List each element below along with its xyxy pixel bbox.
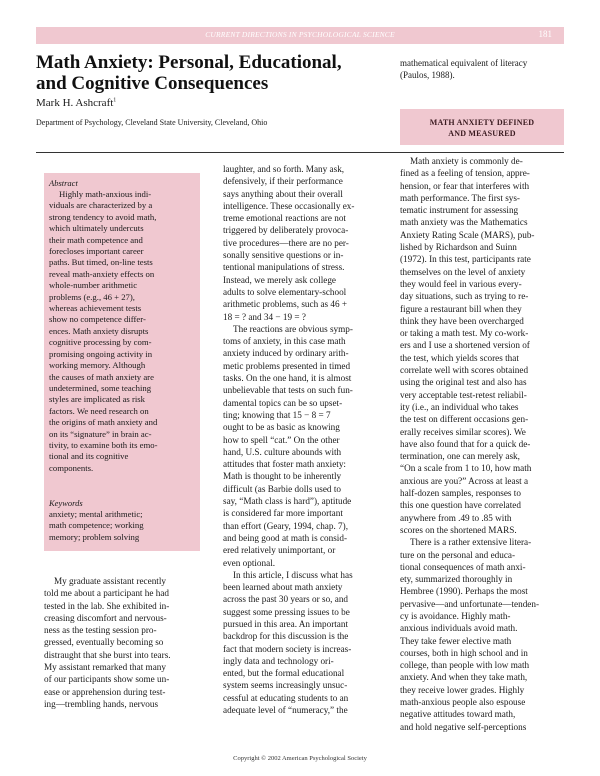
body-line: Instead, we merely ask college xyxy=(223,274,337,285)
body-line: negative attitudes toward math, xyxy=(400,709,516,720)
body-line: anywhere from .49 to .85 with xyxy=(400,512,512,523)
author-footnote-marker: 1 xyxy=(113,97,117,104)
body-line: There is a rather extensive litera- xyxy=(410,537,532,548)
body-line: attitudes that foster math anxiety: xyxy=(223,459,346,470)
body-line: Anxiety Rating Scale (MARS), pub- xyxy=(400,229,535,240)
body-line: backdrop for this discussion is the xyxy=(223,631,349,642)
section-heading-line: MATH ANXIETY DEFINED xyxy=(429,118,535,127)
page-number: 181 xyxy=(538,29,552,39)
body-line: ered relatively unimportant, or xyxy=(223,545,336,556)
body-line: half-dozen samples, responses to xyxy=(400,488,521,499)
author-text: Mark H. Ashcraft xyxy=(36,97,114,109)
body-line: how to spell “cat.” On the other xyxy=(223,434,340,445)
abstract-line: show no competence differ- xyxy=(49,314,146,325)
body-line: ness as the testing session pro- xyxy=(44,625,157,636)
body-line: ture on the personal and educa- xyxy=(400,549,516,560)
keyword-line: math competence; working xyxy=(49,520,144,531)
body-line: have also found that for a quick de- xyxy=(400,438,531,449)
abstract-line: paths. But timed, on-line tests xyxy=(49,257,153,268)
body-line: ting; knowing that 15 − 8 = 7 xyxy=(223,409,331,420)
body-line: ers and I use a shortened version of xyxy=(400,340,530,351)
body-line: pervasive—and unfortunate—tenden- xyxy=(400,598,540,609)
body-line: difficult (as Barbie dolls used to xyxy=(223,483,341,494)
body-line: ity (i.e., an individual who takes xyxy=(400,401,519,412)
abstract-line: promising ongoing activity in xyxy=(49,348,153,359)
body-line: figure a restaurant bill when they xyxy=(400,303,522,314)
body-line: hand, U.S. culture abounds with xyxy=(223,446,342,457)
abstract-line: styles are implicated as risk xyxy=(49,394,146,405)
abstract-line: tivity, to examine both its emo- xyxy=(49,439,158,450)
abstract-line: cognitive processing by com- xyxy=(49,337,152,348)
abstract-line: whole-number arithmetic xyxy=(49,280,138,291)
body-line: 18 = ? and 34 − 19 = ? xyxy=(223,311,306,322)
abstract-line: problems (e.g., 46 + 27), xyxy=(49,291,135,302)
title-line: and Cognitive Consequences xyxy=(36,73,269,94)
body-line: termination, one can merely ask, xyxy=(400,451,520,462)
body-line: tematic instrument for assessing xyxy=(400,205,519,216)
body-line: and being good at math is consid- xyxy=(223,532,348,543)
abstract-line: on its “signature” in brain ac- xyxy=(49,428,152,439)
body-line: using the original test and also has xyxy=(400,377,527,388)
text-line: (Paulos, 1988). xyxy=(400,70,455,80)
abstract-box xyxy=(44,173,200,551)
abstract-line: Highly math-anxious indi- xyxy=(59,189,152,199)
body-line: tional consequences of math anxi- xyxy=(400,561,526,572)
body-line: correlate well with scores obtained xyxy=(400,365,529,376)
body-line: gressed, eventually becoming so xyxy=(44,637,164,648)
running-header xyxy=(36,27,564,44)
column1-body xyxy=(44,575,206,710)
body-line: creasing discomfort and nervous- xyxy=(44,612,167,623)
abstract-line: whereas achievement tests xyxy=(49,303,142,314)
body-line: math performance. The first sys- xyxy=(400,192,520,203)
author-affiliation: Department of Psychology, Cleveland State University, Cleveland, Ohio xyxy=(36,118,268,127)
body-line: intelligence. These occasionally ex- xyxy=(223,200,355,211)
body-line: math anxiety was the Mathematics xyxy=(400,217,528,228)
body-line: Math anxiety is commonly de- xyxy=(410,156,523,166)
body-line: ety, summarized thoroughly in xyxy=(400,574,513,585)
abstract-line: the origins of math anxiety and xyxy=(49,417,158,428)
abstract-line: strong tendency to avoid math, xyxy=(49,211,157,222)
abstract-text xyxy=(49,189,197,474)
body-line: themselves on the level of anxiety xyxy=(400,266,526,277)
body-line: hension, or fear that interferes with xyxy=(400,180,530,191)
body-line: math-anxious people also espouse xyxy=(400,697,526,708)
keyword-line: memory; problem solving xyxy=(49,531,140,542)
abstract-line: reveal math-anxiety effects on xyxy=(49,268,155,279)
body-line: this one question have correlated xyxy=(400,500,521,511)
body-line: the test on different occasions gen- xyxy=(400,414,529,425)
abstract-line: working memory. Although xyxy=(49,360,146,371)
keywords-text xyxy=(49,509,197,543)
copyright-footer: Copyright © 2002 American Psychological Society xyxy=(233,755,367,762)
body-line: The reactions are obvious symp- xyxy=(233,323,353,334)
body-line: treme emotional reactions are not xyxy=(223,213,346,224)
body-line: ease or apprehension during test- xyxy=(44,686,166,697)
article-title xyxy=(36,52,366,94)
body-line: arithmetic problems, such as 46 + xyxy=(223,299,348,310)
body-line: system seems increasingly unsuc- xyxy=(223,680,348,691)
body-line: the test, which yields scores that xyxy=(400,352,519,363)
body-line: In this article, I discuss what has xyxy=(233,569,353,580)
abstract-line: their math competence and xyxy=(49,234,143,245)
column2-body xyxy=(223,163,385,716)
body-line: unbelievable that tests on such fun- xyxy=(223,385,353,396)
title-divider xyxy=(36,152,564,153)
body-line: defensively, if their performance xyxy=(223,176,343,187)
keywords-label: Keywords xyxy=(49,498,83,508)
body-line: ought to be as basic as knowing xyxy=(223,422,340,433)
body-line: tive procedures—there are no per- xyxy=(223,237,349,248)
body-line: Hembree (1990). Perhaps the most xyxy=(400,586,528,597)
column3-body xyxy=(400,155,564,733)
abstract-line: ences. Math anxiety disrupts xyxy=(49,325,149,336)
body-line: ingly data and technology ori- xyxy=(223,655,334,666)
body-line: tested in the lab. She exhibited in- xyxy=(44,600,170,611)
section-heading-line: AND MEASURED xyxy=(448,129,516,138)
body-line: fact that modern society is increas- xyxy=(223,643,352,654)
body-line: say, “Math class is hard”), aptitude xyxy=(223,496,352,507)
abstract-line: the causes of math anxiety are xyxy=(49,371,154,382)
body-line: laughter, and so forth. Many ask, xyxy=(223,164,345,174)
body-line: ing—trembling hands, nervous xyxy=(44,698,159,709)
body-line: and hold negative self-perceptions xyxy=(400,721,527,732)
body-line: cy is avoidance. Highly math- xyxy=(400,610,511,621)
body-line: distraught that she burst into tears. xyxy=(44,649,171,660)
body-line: lished by Richardson and Suinn xyxy=(400,242,517,253)
column3-continuation xyxy=(400,57,564,81)
body-line: toms of anxiety, in this case math xyxy=(223,336,346,347)
section-heading-box xyxy=(400,109,564,145)
body-line: think they have been overcharged xyxy=(400,315,524,326)
body-line: “On a scale from 1 to 10, how math xyxy=(400,463,532,474)
body-line: says anything about their overall xyxy=(223,188,343,199)
body-line: They take fewer elective math xyxy=(400,635,512,646)
body-line: My graduate assistant recently xyxy=(54,576,166,586)
text-line: mathematical equivalent of literacy xyxy=(400,58,528,68)
body-line: adequate level of “numeracy,” the xyxy=(223,705,348,716)
body-line: Math is thought to be inherently xyxy=(223,471,342,482)
author-name xyxy=(36,97,116,109)
section-heading xyxy=(400,117,564,139)
abstract-label: Abstract xyxy=(49,178,78,188)
body-line: anxious are you?” Across at least a xyxy=(400,475,529,486)
body-line: is considered far more important xyxy=(223,508,343,519)
body-line: day situations, such as trying to re- xyxy=(400,291,529,302)
abstract-line: undetermined, some teaching xyxy=(49,382,152,393)
body-line: triggered by deliberately provoca- xyxy=(223,225,349,236)
body-line: ented, but the formal educational xyxy=(223,668,345,679)
body-line: been learned about math anxiety xyxy=(223,582,343,593)
body-line: anxiety induced by ordinary arith- xyxy=(223,348,349,359)
body-line: pursued in this area. An important xyxy=(223,618,349,629)
title-line: Math Anxiety: Personal, Educational, xyxy=(36,52,342,73)
body-line: erally receives similar scores). We xyxy=(400,426,526,437)
body-line: told me about a participant he had xyxy=(44,588,170,599)
body-line: scores on the shortened MARS. xyxy=(400,524,517,535)
body-line: anxiety. And when they take math, xyxy=(400,672,528,683)
body-line: damental topics can be so upset- xyxy=(223,397,343,408)
body-line: courses, both in high school and in xyxy=(400,647,528,658)
body-line: even optional. xyxy=(223,557,276,568)
abstract-line: tional and its cognitive xyxy=(49,451,129,462)
body-line: across the past 30 years or so, and xyxy=(223,594,349,605)
body-line: My assistant remarked that many xyxy=(44,662,166,673)
journal-name: CURRENT DIRECTIONS IN PSYCHOLOGICAL SCIENCE xyxy=(205,30,395,39)
body-line: cessful at educating students to an xyxy=(223,692,349,703)
abstract-line: components. xyxy=(49,462,94,473)
abstract-line: viduals are characterized by a xyxy=(49,200,153,211)
body-line: metic problems presented in timed xyxy=(223,360,351,371)
body-line: (1972). In this test, participants rate xyxy=(400,254,531,265)
body-line: or taking a math test. My co-work- xyxy=(400,328,529,339)
body-line: sonally sensitive questions or in- xyxy=(223,250,344,261)
body-line: they receive lower grades. Highly xyxy=(400,684,525,695)
abstract-line: forecloses important career xyxy=(49,246,144,257)
body-line: they would feel in various every- xyxy=(400,278,522,289)
abstract-line: which ultimately undercuts xyxy=(49,223,144,234)
body-line: than effort (Geary, 1994, chap. 7), xyxy=(223,520,349,531)
body-line: very acceptable test-retest reliabil- xyxy=(400,389,527,400)
keyword-line: anxiety; mental arithmetic; xyxy=(49,509,143,519)
body-line: tentional manipulations of stress. xyxy=(223,262,345,273)
abstract-line: factors. We need research on xyxy=(49,405,149,416)
body-line: fined as a feeling of tension, appre- xyxy=(400,168,530,179)
body-line: suggest some pressing issues to be xyxy=(223,606,350,617)
body-line: tasks. On the one hand, it is almost xyxy=(223,373,352,384)
body-line: anxious individuals avoid math. xyxy=(400,623,518,634)
body-line: college, than people with low math xyxy=(400,660,530,671)
body-line: of our participants show some un- xyxy=(44,674,170,685)
body-line: adults to solve elementary-school xyxy=(223,286,347,297)
